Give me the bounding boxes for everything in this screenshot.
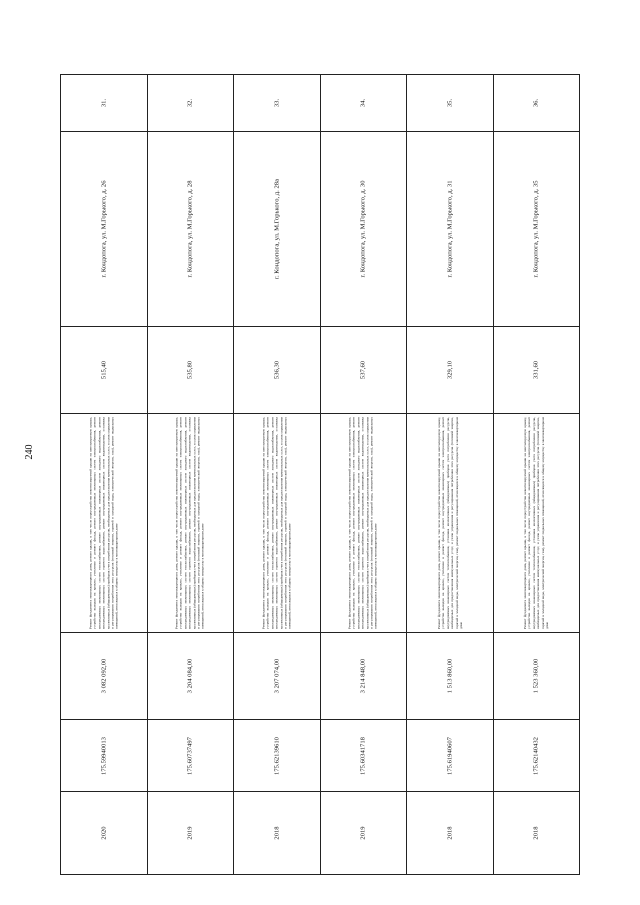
record-number-cell: [407, 75, 494, 132]
year-cell: [493, 792, 580, 875]
area-cell-text: 535,80: [186, 360, 194, 380]
area-cell: [234, 327, 321, 414]
record-number-cell-text: 36.: [532, 98, 540, 108]
address-cell: [407, 132, 494, 327]
works-cell-text: Ремонт фундамента многоквартирного дома, ремонт крыши, в том числе переустройство невентилируемой крыши на вентилируемую крышу, устройство выходов на кровлю, утепление и ремонт фасада, ремонт внутридомовых инженерных систем электроснабжения, ремонт внутридомовых инженерных систем теплоснабжения, ремонт внутридомовых инженерных систем холодного водоснабжения, ремонт внутридомовых инженерных систем горячего водоснабжения, ремонт внутридомовых инженерных систем водоотведения, установка коллективных (общедомовых) приборов учета потребления ресурсов, необходимых для предоставления коммунальных услуг, и узлов управления и регулирования потребления этих ресурсов (тепловой энергии, горячей и холодной воды, электрической энергии, газа), ремонт подвальных помещений, относящихся к общему имуществу в многоквартирном доме: [88, 417, 119, 629]
works-cell: [147, 414, 234, 633]
year-cell-text: 2018: [273, 826, 281, 840]
table-row-address: [61, 132, 580, 327]
cost-cell-text: 1 523 360,00: [532, 658, 540, 694]
house-id-cell: [61, 720, 148, 792]
area-cell: [61, 327, 148, 414]
address-cell: [61, 132, 148, 327]
record-number-cell: [147, 75, 234, 132]
works-cell: [407, 414, 494, 633]
works-cell-text: Ремонт фундамента многоквартирного дома, ремонт крыши, в том числе переустройство невентилируемой крыши на вентилируемую крышу, устройство выходов на кровлю, утепление и ремонт фасада, ремонт внутридомовых инженерных систем электроснабжения, ремонт внутридомовых инженерных систем теплоснабжения, ремонт внутридомовых инженерных систем холодного водоснабжения, ремонт внутридомовых инженерных систем горячего водоснабжения, ремонт внутридомовых инженерных систем водоотведения, установка коллективных (общедомовых) приборов учета потребления ресурсов, необходимых для предоставления коммунальных услуг, и узлов управления и регулирования потребления этих ресурсов (тепловой энергии, горячей и холодной воды, электрической энергии, газа), ремонт подвальных помещений, относящихся к общему имуществу в многоквартирном доме: [261, 417, 292, 629]
record-number-cell-text: 35.: [446, 98, 454, 108]
table-row-id: [61, 720, 580, 792]
house-id-cell: [493, 720, 580, 792]
house-id-cell: [407, 720, 494, 792]
year-cell-text: 2018: [446, 826, 454, 840]
works-cell-text: Ремонт фундамента многоквартирного дома, ремонт крыши, в том числе переустройство невентилируемой крыши на вентилируемую крышу, устройство выходов на кровлю, утепление и ремонт фасада, ремонт внутридомовых инженерных систем электроснабжения, ремонт внутридомовых инженерных систем теплоснабжения, установка коллективных (общедомовых) приборов учета потребления ресурсов, необходимых для предоставления коммунальных услуг, и узлов управления и регулирования потребления этих ресурсов (тепловой энергии, горячей и холодной воды, электрической энергии, газа), ремонт подвальных помещений, относящихся к общему имуществу в многоквартирном доме: [523, 417, 550, 629]
cost-cell: [320, 633, 407, 720]
record-number-cell-text: 32.: [186, 98, 194, 108]
address-cell: [234, 132, 321, 327]
year-cell: [234, 792, 321, 875]
works-cell: [493, 414, 580, 633]
record-number-cell: [61, 75, 148, 132]
table-row-work: [61, 414, 580, 633]
area-cell-text: 536,30: [273, 360, 281, 380]
house-id-cell: [147, 720, 234, 792]
works-cell-text: Ремонт фундамента многоквартирного дома, ремонт крыши, в том числе переустройство невентилируемой крыши на вентилируемую крышу, устройство выходов на кровлю, утепление и ремонт фасада, ремонт внутридомовых инженерных систем электроснабжения, ремонт внутридомовых инженерных систем теплоснабжения, ремонт внутридомовых инженерных систем холодного водоснабжения, ремонт внутридомовых инженерных систем горячего водоснабжения, ремонт внутридомовых инженерных систем водоотведения, установка коллективных (общедомовых) приборов учета потребления ресурсов, необходимых для предоставления коммунальных услуг, и узлов управления и регулирования потребления этих ресурсов (тепловой энергии, горячей и холодной воды, электрической энергии, газа), ремонт подвальных помещений, относящихся к общему имуществу в многоквартирном доме: [347, 417, 379, 629]
capital-repair-table: [60, 74, 580, 875]
area-cell-text: 537,60: [359, 360, 367, 380]
address-cell-text: г. Кондопога, ул. М.Горького, д. 30: [359, 180, 367, 278]
works-cell: [320, 414, 407, 633]
works-cell: [61, 414, 148, 633]
house-id-cell-text: 175.60341718: [359, 736, 367, 775]
house-id-cell-text: 175.62139610: [273, 736, 281, 775]
year-cell: [61, 792, 148, 875]
house-id-cell-text: 175.61940607: [446, 736, 454, 775]
cost-cell: [147, 633, 234, 720]
works-cell: [234, 414, 321, 633]
house-id-cell: [234, 720, 321, 792]
table-row-no: [61, 75, 580, 132]
address-cell: [147, 132, 234, 327]
cost-cell-text: 3 204 084,00: [186, 658, 194, 694]
cost-cell-text: 3 082 092,00: [100, 658, 108, 694]
page-number: 240: [24, 444, 35, 460]
year-cell-text: 2018: [532, 826, 540, 840]
works-cell-text: Ремонт фундамента многоквартирного дома, ремонт крыши, в том числе переустройство невентилируемой крыши на вентилируемую крышу, устройство выходов на кровлю, утепление и ремонт фасада, ремонт внутридомовых инженерных систем электроснабжения, ремонт внутридомовых инженерных систем теплоснабжения, ремонт внутридомовых инженерных систем холодного водоснабжения, ремонт внутридомовых инженерных систем горячего водоснабжения, ремонт внутридомовых инженерных систем водоотведения, установка коллективных (общедомовых) приборов учета потребления ресурсов, необходимых для предоставления коммунальных услуг, и узлов управления и регулирования потребления этих ресурсов (тепловой энергии, горячей и холодной воды, электрической энергии, газа), ремонт подвальных помещений, относящихся к общему имуществу в многоквартирном доме: [174, 417, 206, 629]
cost-cell: [61, 633, 148, 720]
record-number-cell: [234, 75, 321, 132]
house-id-cell-text: 175.59940013: [100, 736, 108, 775]
house-id-cell-text: 175.62140432: [532, 736, 540, 775]
cost-cell: [493, 633, 580, 720]
table-row-year: [61, 792, 580, 875]
record-number-cell-text: 33.: [273, 98, 281, 108]
record-number-cell-text: 31.: [100, 98, 108, 108]
year-cell-text: 2019: [186, 826, 194, 840]
area-cell-text: 331,60: [532, 360, 540, 380]
address-cell: [320, 132, 407, 327]
works-cell-text: Ремонт фундамента многоквартирного дома, ремонт крыши, в том числе переустройство невентилируемой крыши на вентилируемую крышу, устройство выходов на кровлю, утепление и ремонт фасада, ремонт внутридомовых инженерных систем электроснабжения, ремонт внутридомовых инженерных систем теплоснабжения, установка коллективных (общедомовых) приборов учета потребления ресурсов, необходимых для предоставления коммунальных услуг, и узлов управления и регулирования потребления этих ресурсов (тепловой энергии, горячей и холодной воды, электрической энергии, газа), ремонт подвальных помещений, относящихся к общему имуществу в многоквартирном доме: [436, 417, 463, 629]
area-cell: [407, 327, 494, 414]
house-id-cell-text: 175.60737497: [186, 736, 194, 775]
cost-cell: [234, 633, 321, 720]
house-id-cell: [320, 720, 407, 792]
address-cell: [493, 132, 580, 327]
area-cell: [320, 327, 407, 414]
cost-cell-text: 3 214 848,00: [359, 658, 367, 694]
area-cell: [493, 327, 580, 414]
year-cell: [320, 792, 407, 875]
year-cell-text: 2020: [100, 826, 108, 840]
record-number-cell: [493, 75, 580, 132]
address-cell-text: г. Кондопога, ул. М.Горького, д. 28: [186, 180, 194, 278]
table-row-cost: [61, 633, 580, 720]
record-number-cell-text: 34.: [359, 98, 367, 108]
address-cell-text: г. Кондопога, ул. М.Горького, д. 28а: [273, 179, 281, 279]
address-cell-text: г. Кондопога, ул. М.Горького, д. 35: [532, 180, 540, 278]
area-cell: [147, 327, 234, 414]
address-cell-text: г. Кондопога, ул. М.Горького, д. 31: [446, 180, 454, 278]
record-number-cell: [320, 75, 407, 132]
table-row-area: [61, 327, 580, 414]
cost-cell-text: 3 207 074,00: [273, 658, 281, 694]
area-cell-text: 515,40: [100, 360, 108, 380]
year-cell-text: 2019: [359, 826, 367, 840]
cost-cell: [407, 633, 494, 720]
cost-cell-text: 1 513 860,00: [446, 658, 454, 694]
year-cell: [407, 792, 494, 875]
area-cell-text: 329,10: [446, 360, 454, 380]
table-body: [61, 75, 580, 875]
year-cell: [147, 792, 234, 875]
address-cell-text: г. Кондопога, ул. М.Горького, д. 26: [100, 180, 108, 278]
